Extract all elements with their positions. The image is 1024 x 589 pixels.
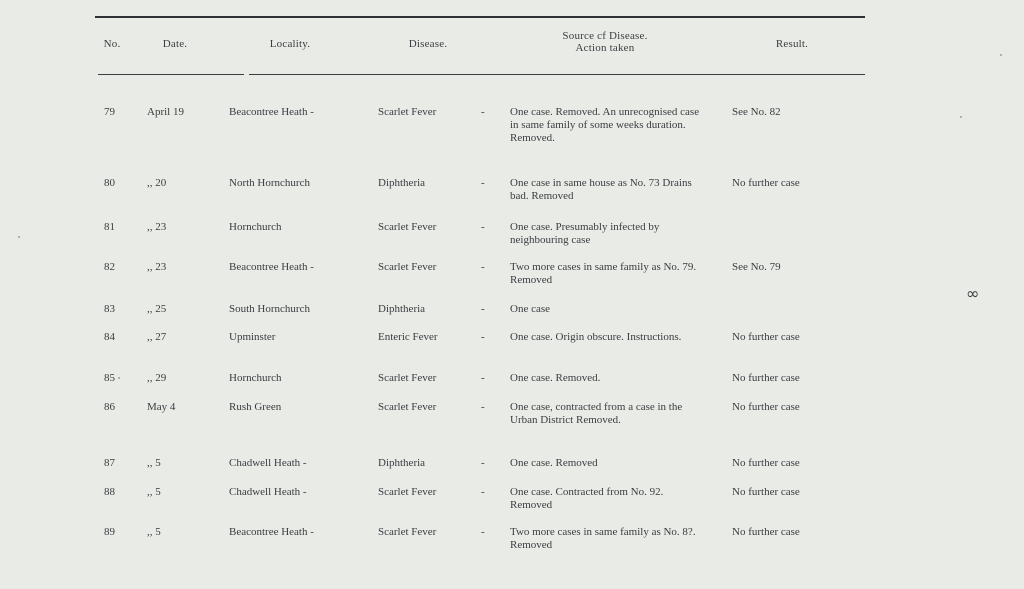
header-rule-right — [249, 74, 865, 75]
cell-locality: Hornchurch — [229, 221, 282, 233]
leader-dash: - — [481, 401, 485, 413]
cell-disease: Scarlet Fever — [378, 486, 437, 498]
cell-date: ,, 5 — [147, 486, 161, 498]
header-source-line1: Source cf Disease. — [562, 30, 648, 42]
header-result: Result. — [775, 38, 809, 50]
cell-no: 80 — [104, 177, 115, 189]
cell-no: 83 — [104, 303, 115, 315]
cell-locality: Chadwell Heath - — [229, 486, 307, 498]
leader-dash: - — [481, 486, 485, 498]
cell-locality: Rush Green — [229, 401, 282, 413]
header-source — [530, 30, 680, 54]
cell-disease: Scarlet Fever — [378, 261, 437, 273]
header-source-line2: Action taken — [575, 42, 635, 54]
cell-no: 81 — [104, 221, 115, 233]
paper-speck — [960, 116, 962, 118]
cell-action: One case, contracted from a case in the Urban District Removed. — [510, 401, 683, 426]
paper-speck — [118, 377, 120, 379]
leader-dash: - — [481, 457, 485, 469]
cell-result: No further case — [732, 372, 800, 384]
cell-action: Two more cases in same family as No. 8?. Removed — [510, 526, 696, 551]
cell-no: 86 — [104, 401, 115, 413]
cell-no: 82 — [104, 261, 115, 273]
cell-no: 89 — [104, 526, 115, 538]
header-disease: Disease. — [408, 38, 448, 50]
cell-action: One case — [510, 303, 551, 315]
leader-dash: - — [481, 372, 485, 384]
leader-dash: - — [481, 221, 485, 233]
cell-disease: Diphtheria — [378, 457, 426, 469]
cell-locality: Upminster — [229, 331, 276, 343]
leader-dash: - — [481, 303, 485, 315]
leader-dash: - — [481, 331, 485, 343]
cell-action: One case. Removed — [510, 457, 598, 469]
cell-result: No further case — [732, 331, 800, 343]
cell-locality: Hornchurch — [229, 372, 282, 384]
cell-result: See No. 79 — [732, 261, 781, 273]
cell-result: See No. 82 — [732, 106, 781, 118]
cell-date: ,, 5 — [147, 457, 161, 469]
cell-result: No further case — [732, 401, 800, 413]
cell-locality: North Hornchurch — [229, 177, 310, 189]
cell-no: 85 — [104, 372, 115, 384]
leader-dash: - — [481, 177, 485, 189]
cell-result: No further case — [732, 486, 800, 498]
cell-action: One case. Origin obscure. Instructions. — [510, 331, 682, 343]
cell-action: One case. Removed. An unrecognised case in same family of some weeks duration. Removed. — [510, 106, 700, 144]
cell-no: 84 — [104, 331, 115, 343]
paper-speck — [18, 236, 20, 238]
header-no: No. — [103, 38, 121, 50]
cell-no: 79 — [104, 106, 115, 118]
cell-locality: Beacontree Heath - — [229, 261, 314, 273]
top-rule — [95, 16, 865, 18]
cell-disease: Scarlet Fever — [378, 221, 437, 233]
cell-disease: Scarlet Fever — [378, 526, 437, 538]
cell-action: Two more cases in same family as No. 79. Removed — [510, 261, 697, 286]
cell-result: No further case — [732, 526, 800, 538]
cell-date: ,, 29 — [147, 372, 167, 384]
cell-date: May 4 — [147, 401, 176, 413]
cell-no: 88 — [104, 486, 115, 498]
cell-date: ,, 25 — [147, 303, 167, 315]
paper-speck — [1000, 54, 1002, 56]
cell-no: 87 — [104, 457, 115, 469]
cell-locality: South Hornchurch — [229, 303, 310, 315]
header-date: Date. — [162, 38, 188, 50]
margin-mark: ∞ — [966, 284, 980, 303]
cell-result: No further case — [732, 177, 800, 189]
cell-locality: Chadwell Heath - — [229, 457, 307, 469]
cell-disease: Scarlet Fever — [378, 106, 437, 118]
cell-disease: Diphtheria — [378, 177, 426, 189]
header-rule-left — [98, 74, 244, 75]
leader-dash: - — [481, 106, 485, 118]
cell-locality: Beacontree Heath - — [229, 106, 314, 118]
cell-action: One case. Removed. — [510, 372, 601, 384]
cell-action: One case in same house as No. 73 Drains bad. Removed — [510, 177, 692, 202]
cell-action: One case. Presumably infected by neighbouring case — [510, 221, 660, 246]
cell-disease: Scarlet Fever — [378, 401, 437, 413]
cell-date: ,, 5 — [147, 526, 161, 538]
cell-date: ,, 20 — [147, 177, 167, 189]
leader-dash: - — [481, 526, 485, 538]
cell-disease: Diphtheria — [378, 303, 426, 315]
cell-disease: Enteric Fever — [378, 331, 438, 343]
header-locality: Locality. — [269, 38, 311, 50]
cell-date: ,, 27 — [147, 331, 167, 343]
cell-locality: Beacontree Heath - — [229, 526, 314, 538]
cell-date: April 19 — [147, 106, 184, 118]
cell-date: ,, 23 — [147, 261, 167, 273]
cell-date: ,, 23 — [147, 221, 167, 233]
leader-dash: - — [481, 261, 485, 273]
cell-action: One case. Contracted from No. 92. Removed — [510, 486, 664, 511]
cell-disease: Scarlet Fever — [378, 372, 437, 384]
cell-result: No further case — [732, 457, 800, 469]
